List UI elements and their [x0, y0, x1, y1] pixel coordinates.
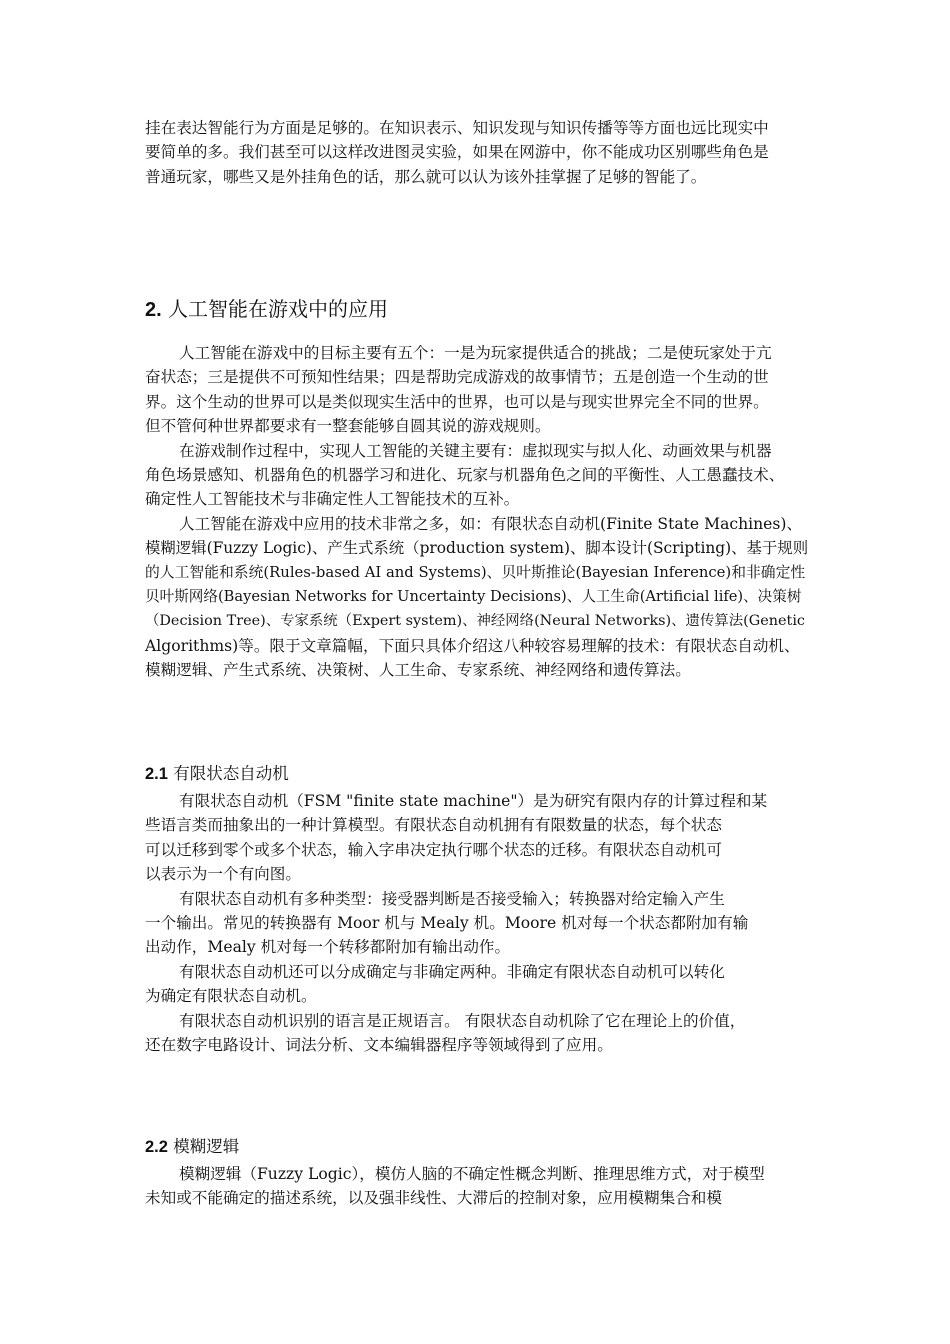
text-line: 有限状态自动机（FSM "finite state machine"）是为研究有限内存的计算过程和某: [179, 792, 768, 810]
text-line: 确定性人工智能技术与非确定性人工智能技术的互补。: [145, 490, 520, 509]
text-line: 可以迁移到零个或多个状态，输入字串决定执行哪个状态的迁移。有限状态自动机可: [145, 840, 722, 859]
text-line: 还在数字电路设计、词法分析、文本编辑器程序等领域得到了应用。: [145, 1036, 613, 1055]
paragraph: [145, 789, 810, 887]
text-line: 角色场景感知、机器角色的机器学习和进化、玩家与机器角色之间的平衡性、人工愚蠢技术、: [145, 466, 785, 485]
text-line: 为确定有限状态自动机。: [145, 987, 317, 1006]
paragraph: [145, 1009, 810, 1058]
text-line: 有限状态自动机有多种类型：接受器判断是否接受输入；转换器对给定输入产生: [179, 889, 725, 908]
text-line: 奋状态；三是提供不可预知性结果；四是帮助完成游戏的故事情节；五是创造一个生动的世: [145, 368, 769, 387]
paragraph: [145, 1162, 810, 1211]
intro-paragraph: [145, 116, 810, 189]
text-line: 模糊逻辑（Fuzzy Logic），模仿人脑的不确定性概念判断、推理思维方式，对于模型: [179, 1165, 765, 1183]
subsection-number: 2.1: [145, 765, 168, 783]
text-line: 要简单的多。我们甚至可以这样改进图灵实验，如果在网游中，你不能成功区别哪些角色是: [145, 143, 769, 162]
text-line: 些语言类而抽象出的一种计算模型。有限状态自动机拥有有限数量的状态，每个状态: [145, 816, 722, 835]
subsection-title: 有限状态自动机: [173, 764, 289, 783]
subsection-body: [145, 789, 810, 1057]
text-line: 有限状态自动机还可以分成确定与非确定两种。非确定有限状态自动机可以转化: [179, 962, 725, 981]
text-line: 但不管何种世界都要求有一整套能够自圆其说的游戏规则。: [145, 417, 551, 436]
subsection-body: [145, 1162, 810, 1211]
subsection-heading: [145, 1136, 810, 1158]
paragraph: [145, 887, 810, 960]
paragraph: [145, 341, 810, 439]
text-line: （Decision Tree)、专家系统（Expert system)、神经网络(Neural Networks)、遗传算法(Genetic: [145, 613, 805, 630]
text-line: 模糊逻辑(Fuzzy Logic)、产生式系统（production system)、脚本设计(Scripting)、基于规则: [145, 539, 809, 558]
text-line: 普通玩家，哪些又是外挂角色的话，那么就可以认为该外挂掌握了足够的智能了。: [145, 167, 707, 186]
text-line: 在游戏制作过程中，实现人工智能的关键主要有：虚拟现实与拟人化、动画效果与机器: [179, 441, 772, 460]
text-line: 出动作，Mealy 机对每一个转移都附加有输出动作。: [145, 938, 511, 957]
section-body: [145, 341, 810, 683]
text-line: 贝叶斯网络(Bayesian Networks for Uncertainty Decisions)、人工生命(Artificial life)、决策树: [145, 588, 802, 606]
text-line: 以表示为一个有向图。: [145, 865, 301, 884]
paragraph: [145, 960, 810, 1009]
text-line: 模糊逻辑、产生式系统、决策树、人工生命、专家系统、神经网络和遗传算法。: [145, 661, 691, 680]
text-line: 一个输出。常见的转换器有 Moor 机与 Mealy 机。Moore 机对每一个状态都附加有输: [145, 914, 749, 933]
text-line: Algorithms)等。限于文章篇幅，下面只具体介绍这八种较容易理解的技术：有限状态自动机、: [145, 636, 800, 655]
section-heading: [145, 297, 810, 322]
text-line: 挂在表达智能行为方面是足够的。在知识表示、知识发现与知识传播等等方面也远比现实中: [145, 119, 769, 137]
subsection-title: 模糊逻辑: [173, 1137, 240, 1156]
text-line: 人工智能在游戏中应用的技术非常之多，如：有限状态自动机(Finite State Machines)、: [179, 514, 803, 533]
text-line: 界。这个生动的世界可以是类似现实生活中的世界，也可以是与现实世界完全不同的世界。: [145, 392, 769, 411]
text-line: 未知或不能确定的描述系统，以及强非线性、大滞后的控制对象，应用模糊集合和模: [145, 1189, 722, 1208]
text-line: 有限状态自动机识别的语言是正规语言。 有限状态自动机除了它在理论上的价值，: [179, 1011, 746, 1030]
section-title: 人工智能在游戏中的应用: [168, 297, 389, 321]
section-number: 2.: [145, 299, 162, 321]
paragraph: [145, 512, 810, 683]
subsection-number: 2.2: [145, 1138, 168, 1156]
text-line: 的人工智能和系统(Rules-based AI and Systems)、贝叶斯推论(Bayesian Inference)和非确定性: [145, 563, 806, 581]
paragraph: [145, 439, 810, 512]
subsection-heading: [145, 763, 810, 785]
text-line: 人工智能在游戏中的目标主要有五个：一是为玩家提供适合的挑战；二是使玩家处于亢: [179, 344, 772, 362]
